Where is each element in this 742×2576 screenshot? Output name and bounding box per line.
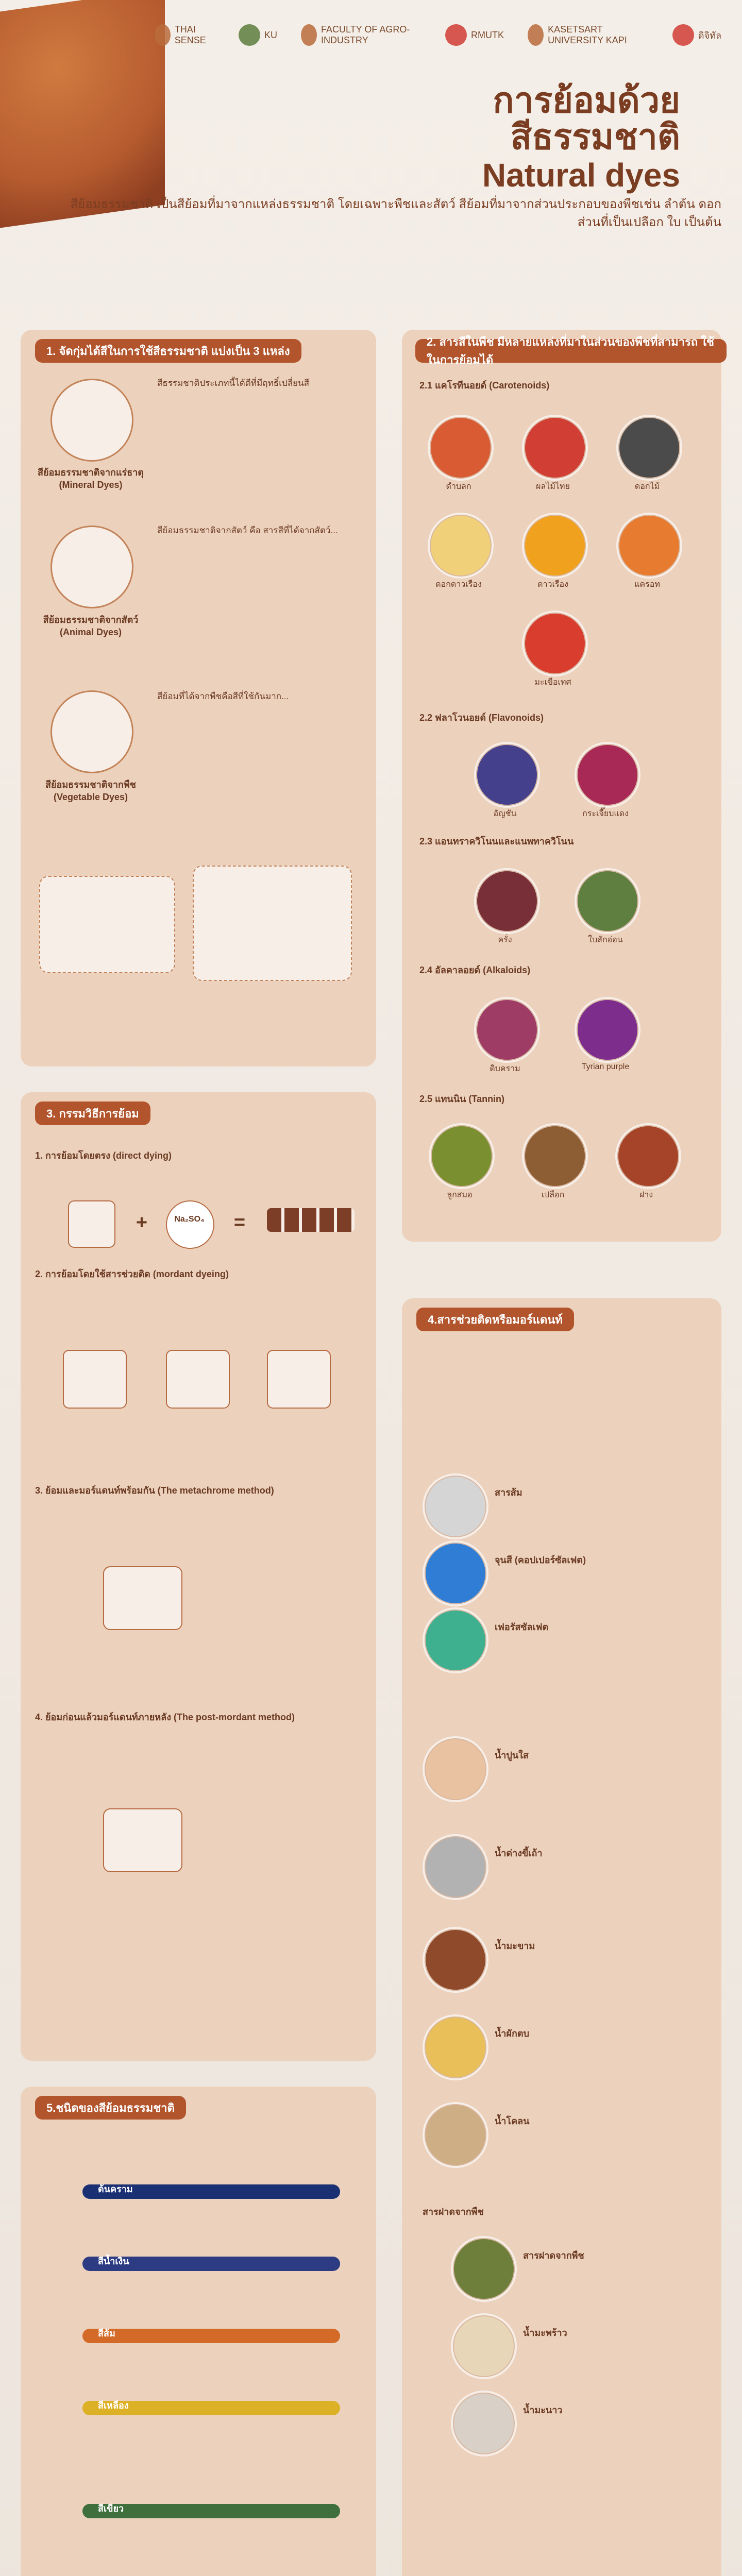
section-4 <box>402 1298 721 2576</box>
group-21-item-6: แครอท <box>634 580 660 589</box>
group-25-item-2: เปลือก <box>541 1191 565 1199</box>
section-5-title: 5.ชนิดของสีย้อมธรรมชาติ <box>35 2096 186 2120</box>
swatch-blue-2-label: สีน้ำเงิน <box>98 2256 129 2266</box>
mordant-item-9: สารฝาดจากพืช <box>423 2207 484 2217</box>
step-1-salt-formula: Na₂SO₄ <box>174 1215 205 1224</box>
color-chip-10 <box>474 868 540 934</box>
section-5 <box>21 2087 376 2576</box>
group-21-item-2: ผลไม้ไทย <box>536 482 570 491</box>
color-chip-8 <box>474 742 540 808</box>
mordant-chip-11 <box>451 2391 517 2456</box>
mordant-item-8: น้ำโคลน <box>495 2116 530 2126</box>
swatch-blue-label: ต้นคราม <box>98 2184 133 2194</box>
swatch-orange-label: สีส้ม <box>98 2328 115 2338</box>
section-3 <box>21 1092 376 2061</box>
group-23-item-1: ครั่ง <box>498 936 512 944</box>
mordant-chip-5 <box>423 1834 488 1900</box>
group-21-title: 2.1 แคโรทีนอยด์ (Carotenoids) <box>419 380 550 391</box>
mordant-chip-3 <box>423 1607 488 1673</box>
mordant-item-5: น้ำด่างขี้เถ้า <box>495 1848 543 1858</box>
logo-thai-sense: THAI SENSE <box>155 24 215 46</box>
mordant-item-4: น้ำปูนใส <box>495 1750 529 1760</box>
step-4-title: 4. ย้อมก่อนแล้วมอร์แดนท์ภายหลัง (The post-mordant method) <box>35 1712 295 1722</box>
animal-desc: สีย้อมธรรมชาติจากสัตว์ คือ สารสีที่ได้จากสัตว์... <box>157 526 338 535</box>
group-21-item-4: ดอกดาวเรือง <box>435 580 482 589</box>
group-25-title: 2.5 แทนนิน (Tannin) <box>419 1094 505 1104</box>
title-en: Natural dyes <box>482 156 680 194</box>
color-chip-13 <box>575 997 640 1063</box>
step-4-image <box>103 1808 182 1872</box>
step-1-plus: + <box>136 1212 148 1233</box>
swatch-yellow-label: สีเหลือง <box>98 2400 129 2411</box>
color-chip-3 <box>616 415 682 481</box>
title-th-line-1: การย้อมด้วย <box>493 80 680 121</box>
group-24-item-1: ดิบคราม <box>490 1064 520 1073</box>
step-2-image-3 <box>267 1350 331 1409</box>
step-1-pot <box>68 1200 115 1248</box>
group-22-item-2: กระเจี๊ยบแดง <box>582 809 629 818</box>
step-1-salt-icon <box>166 1200 214 1249</box>
logo-kapi: KASETSART UNIVERSITY KAPI <box>528 24 649 46</box>
mordant-sub-2: น้ำมะพร้าว <box>523 2328 567 2338</box>
hero-fabric-image <box>0 0 165 228</box>
step-1-title: 1. การย้อมโดยตรง (direct dying) <box>35 1150 172 1161</box>
section-4-title: 4.สารช่วยติดหรือมอร์แดนท์ <box>416 1308 574 1331</box>
vegetable-icon <box>50 690 133 773</box>
logo-ku: KU <box>239 24 277 46</box>
group-22-title: 2.2 ฟลาโวนอยด์ (Flavonoids) <box>419 713 544 723</box>
mordant-chip-4 <box>423 1736 488 1802</box>
step-2-title: 2. การย้อมโดยใช้สารช่วยติด (mordant dyeing) <box>35 1269 229 1279</box>
mordant-chip-2 <box>423 1540 488 1606</box>
section-1-title: 1. จัดกุ่มได้สีในการใช้สีธรรมชาติ แบ่งเป็น 3 แหล่ง <box>35 339 301 363</box>
mordant-sub-1: สารฝาดจากพืช <box>523 2250 584 2261</box>
step-2-image-2 <box>166 1350 230 1409</box>
mineral-icon <box>50 379 133 462</box>
mordant-item-1: สารส้ม <box>495 1487 522 1498</box>
intro-paragraph: สีย้อมธรรมชาติ เป็นสีย้อมที่มาจากแหล่งธรรมชาติ โดยเฉพาะพืชและสัตว์ สีย้อมที่มาจากส่วนประกอบของพืชเช่น ลำต้น ดอก ส่วนที่เป็นเปลือก ใบ เป็นต้น <box>70 197 721 229</box>
color-chip-16 <box>615 1123 681 1189</box>
animal-caption: สีย้อมธรรมชาติจากสัตว์ (Animal Dyes) <box>43 615 139 637</box>
dye-box-2 <box>193 866 352 981</box>
mordant-item-6: น้ำมะขาม <box>495 1941 535 1951</box>
mordant-chip-10 <box>451 2313 517 2379</box>
group-22-item-1: อัญชัน <box>493 809 517 818</box>
section-3-title: 3. กรรมวิธีการย้อม <box>35 1101 150 1125</box>
vegetable-caption: สีย้อมธรรมชาติจากพืช (Vegetable Dyes) <box>45 779 137 802</box>
dye-box-1 <box>39 876 175 973</box>
logo-agro-industry: FACULTY OF AGRO-INDUSTRY <box>301 24 421 46</box>
color-chip-6 <box>616 513 682 579</box>
mordant-chip-7 <box>423 2014 488 2080</box>
logo-rmutk: RMUTK <box>445 24 504 46</box>
mordant-item-7: น้ำผักตบ <box>495 2028 529 2039</box>
color-chip-12 <box>474 997 540 1063</box>
color-chip-7 <box>522 611 588 676</box>
vegetable-desc: สีย้อมที่ได้จากพืชคือสีที่ใช้กันมาก... <box>157 691 289 701</box>
color-chip-5 <box>522 513 588 579</box>
swatch-green-label: สีเขียว <box>98 2503 124 2514</box>
section-2-title: 2. สารสีในพืช มีหลายแหล่งที่มาในส่วนของพืชที่สามารถ ใช้ในการย้อมได้ <box>415 339 727 363</box>
step-3-image <box>103 1566 182 1630</box>
color-chip-11 <box>575 868 640 934</box>
step-3-title: 3. ย้อมและมอร์แดนท์พร้อมกัน (The metachrome method) <box>35 1485 274 1496</box>
step-1-equals: = <box>233 1212 246 1233</box>
mordant-sub-3: น้ำมะนาว <box>523 2405 563 2415</box>
color-chip-14 <box>429 1123 495 1189</box>
group-23-title: 2.3 แอนทราควิโนนและแนพทาควิโนน <box>419 836 574 846</box>
group-24-title: 2.4 อัลคาลอยด์ (Alkaloids) <box>419 965 531 975</box>
color-chip-15 <box>522 1123 588 1189</box>
mordant-chip-9 <box>451 2236 517 2302</box>
logo-digital: ดิจิทัล <box>672 24 721 46</box>
group-21-item-3: ดอกไม้ <box>634 482 660 491</box>
color-chip-4 <box>428 513 494 579</box>
hero-title <box>482 82 680 194</box>
section-1 <box>21 330 376 1066</box>
mordant-item-2: จุนสี (คอปเปอร์ซัลเฟต) <box>495 1555 586 1565</box>
mordant-chip-8 <box>423 2102 488 2168</box>
group-25-item-1: ลูกสมอ <box>447 1191 473 1199</box>
mordant-item-3: เฟอรัสซัลเฟต <box>495 1622 549 1632</box>
group-21-item-1: ดำบลก <box>446 482 471 491</box>
mineral-desc: สีธรรมชาติประเภทนี้ได้ดีที่มีฤทธิ์เปลี่ยนสี <box>157 378 310 388</box>
animal-icon <box>50 526 133 608</box>
mordant-chip-6 <box>423 1927 488 1993</box>
logo-row <box>155 9 721 61</box>
color-chip-9 <box>575 742 640 808</box>
mordant-chip-1 <box>423 1473 488 1539</box>
group-21-item-5: ดาวเรือง <box>537 580 568 589</box>
step-2-image-1 <box>63 1350 127 1409</box>
group-23-item-2: ใบสักอ่อน <box>588 936 623 944</box>
group-24-item-2: Tyrian purple <box>581 1062 630 1071</box>
color-chip-1 <box>428 415 494 481</box>
swatch-orange <box>82 2329 340 2343</box>
title-th-line-2: สีธรรมชาติ <box>510 116 680 158</box>
step-1-yarn-swatch <box>267 1208 355 1232</box>
group-21-item-7: มะเขือเทศ <box>534 678 571 687</box>
mineral-caption: สีย้อมธรรมชาติจากแร่ธาตุ (Mineral Dyes) <box>37 467 144 490</box>
group-25-item-3: ฝาง <box>639 1191 653 1199</box>
section-2 <box>402 330 721 1242</box>
color-chip-2 <box>522 415 588 481</box>
